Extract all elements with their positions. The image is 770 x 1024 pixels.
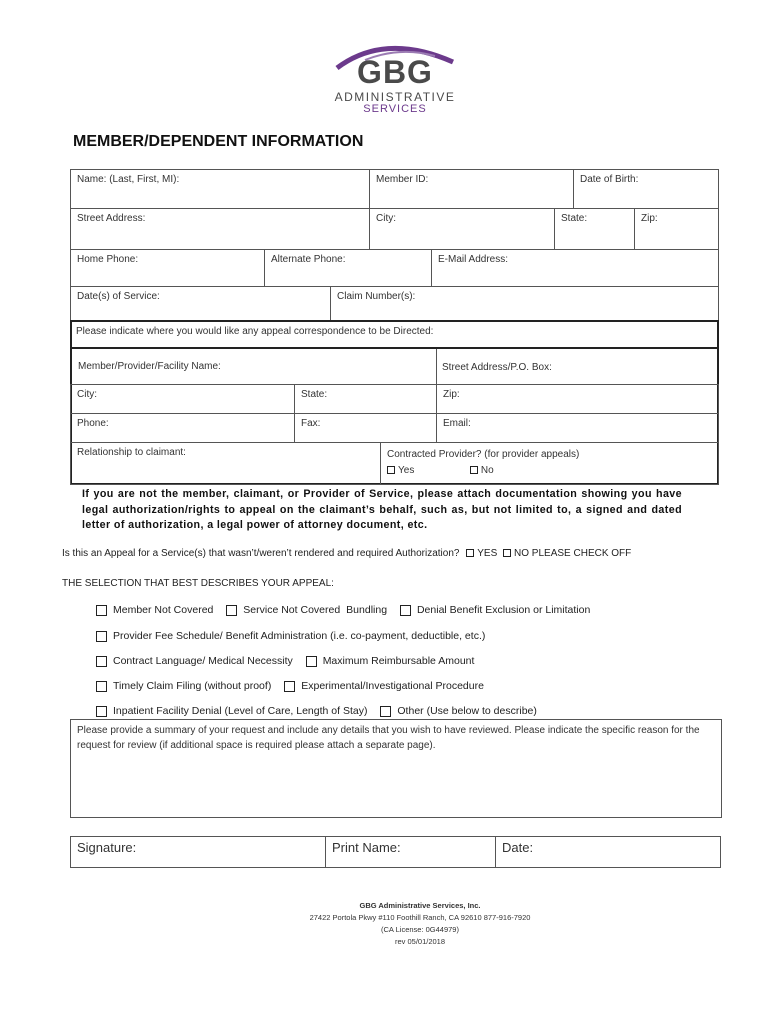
service-not-covered-label: Service Not Covered <box>243 604 341 616</box>
contracted-provider-label: Contracted Provider? (for provider appeals) <box>387 449 580 460</box>
logo-line2: SERVICES <box>363 103 427 115</box>
alternate-phone-field[interactable]: Alternate Phone: <box>264 249 432 287</box>
denial-exclusion-label: Denial Benefit Exclusion or Limitation <box>416 604 591 616</box>
footer-company: GBG Administrative Services, Inc. <box>359 901 481 910</box>
print-name-field[interactable]: Print Name: <box>325 836 496 868</box>
provider-fee-label: Provider Fee Schedule/ Benefit Administration (i.e. co-payment, deductible, etc.) <box>113 630 486 642</box>
home-phone-field[interactable]: Home Phone: <box>70 249 265 287</box>
other-checkbox[interactable] <box>380 706 391 717</box>
appeal-zip-field[interactable]: Zip: <box>436 384 719 414</box>
street-address-field[interactable]: Street Address: <box>70 208 370 250</box>
timely-filing-label: Timely Claim Filing (without proof) <box>113 680 272 692</box>
max-reimbursable-label: Maximum Reimbursable Amount <box>322 655 475 667</box>
provider-fee-checkbox[interactable] <box>96 631 107 642</box>
dates-of-service-field[interactable]: Date(s) of Service: <box>70 286 331 322</box>
footer-license: (CA License: 0G44979) <box>381 925 459 934</box>
member-not-covered-checkbox[interactable] <box>96 605 107 616</box>
appeal-fax-field[interactable]: Fax: <box>294 413 437 443</box>
authorization-question <box>62 548 631 559</box>
signature-field[interactable]: Signature: <box>70 836 326 868</box>
appeal-phone-field[interactable]: Phone: <box>70 413 295 443</box>
contract-language-label: Contract Language/ Medical Necessity <box>113 655 293 667</box>
state-field[interactable]: State: <box>554 208 635 250</box>
member-id-field[interactable]: Member ID: <box>369 169 574 209</box>
contracted-no-label: No <box>480 465 494 476</box>
logo-brand: GBG <box>357 54 433 90</box>
footer-rev: rev 05/01/2018 <box>394 937 446 946</box>
relationship-field[interactable]: Relationship to claimant: <box>70 442 381 485</box>
page-title: MEMBER/DEPENDENT INFORMATION <box>73 133 364 150</box>
email-address-field[interactable]: E-Mail Address: <box>431 249 719 287</box>
contracted-yes-label: Yes <box>398 465 415 476</box>
options-row-2 <box>96 630 485 642</box>
appeal-city-field[interactable]: City: <box>70 384 295 414</box>
bundling-label: Bundling <box>346 604 388 616</box>
options-row-4 <box>96 680 484 692</box>
selection-heading: THE SELECTION THAT BEST DESCRIBES YOUR APPEAL: <box>62 578 334 589</box>
max-reimbursable-checkbox[interactable] <box>306 656 317 667</box>
denial-exclusion-checkbox[interactable] <box>400 605 411 616</box>
auth-no-label: NO PLEASE CHECK OFF <box>514 548 632 559</box>
experimental-checkbox[interactable] <box>284 681 295 692</box>
authorization-notice: If you are not the member, claimant, or Provider of Service, please attach documentation showing you have legal authorization/rights to appeal on the claimant’s behalf, such as, but not limited to, a signed and dated letter of authorization, a legal power of attorney document, etc. <box>82 488 682 531</box>
options-row-5 <box>96 705 537 717</box>
facility-name-field[interactable]: Member/Provider/Facility Name: <box>72 349 437 385</box>
inpatient-denial-label: Inpatient Facility Denial (Level of Care, Length of Stay) <box>113 705 368 717</box>
member-not-covered-label: Member Not Covered <box>113 604 214 616</box>
auth-yes-label: YES <box>477 548 498 559</box>
footer <box>235 900 605 948</box>
zip-field[interactable]: Zip: <box>634 208 719 250</box>
timely-filing-checkbox[interactable] <box>96 681 107 692</box>
footer-address: 27422 Portola Pkwy #110 Foothill Ranch, CA 92610 877-916-7920 <box>309 913 531 922</box>
options-row-1 <box>96 604 590 616</box>
appeal-email-field[interactable]: Email: <box>436 413 719 443</box>
dob-field[interactable]: Date of Birth: <box>573 169 719 209</box>
logo-line1: ADMINISTRATIVE <box>334 90 456 104</box>
appeal-state-field[interactable]: State: <box>294 384 437 414</box>
contracted-provider-field <box>380 442 719 485</box>
summary-textarea[interactable] <box>70 719 722 818</box>
service-not-covered-checkbox[interactable] <box>226 605 237 616</box>
city-field[interactable]: City: <box>369 208 555 250</box>
appeal-street-field[interactable]: Street Address/P.O. Box: <box>442 362 552 373</box>
other-label: Other (Use below to describe) <box>397 705 537 717</box>
appeal-header: Please indicate where you would like any appeal correspondence to be Directed: <box>76 326 434 337</box>
experimental-label: Experimental/Investigational Procedure <box>301 680 484 692</box>
authorization-question-text: Is this an Appeal for a Service(s) that wasn’t/weren’t rendered and required Authorization? <box>62 548 460 559</box>
contracted-no-checkbox[interactable] <box>470 466 478 474</box>
summary-prompt: Please provide a summary of your request and include any details that you wish to have reviewed. Please indicate the specific reason for the request for review (if additional space is required please attach a separate page). <box>77 725 700 751</box>
name-field[interactable]: Name: (Last, First, MI): <box>70 169 370 209</box>
contracted-yes-checkbox[interactable] <box>387 466 395 474</box>
claim-numbers-field[interactable]: Claim Number(s): <box>330 286 719 322</box>
auth-yes-checkbox[interactable] <box>466 549 474 557</box>
options-row-3 <box>96 655 474 667</box>
date-field[interactable]: Date: <box>495 836 721 868</box>
company-logo <box>325 40 465 118</box>
contract-language-checkbox[interactable] <box>96 656 107 667</box>
inpatient-denial-checkbox[interactable] <box>96 706 107 717</box>
auth-no-checkbox[interactable] <box>503 549 511 557</box>
